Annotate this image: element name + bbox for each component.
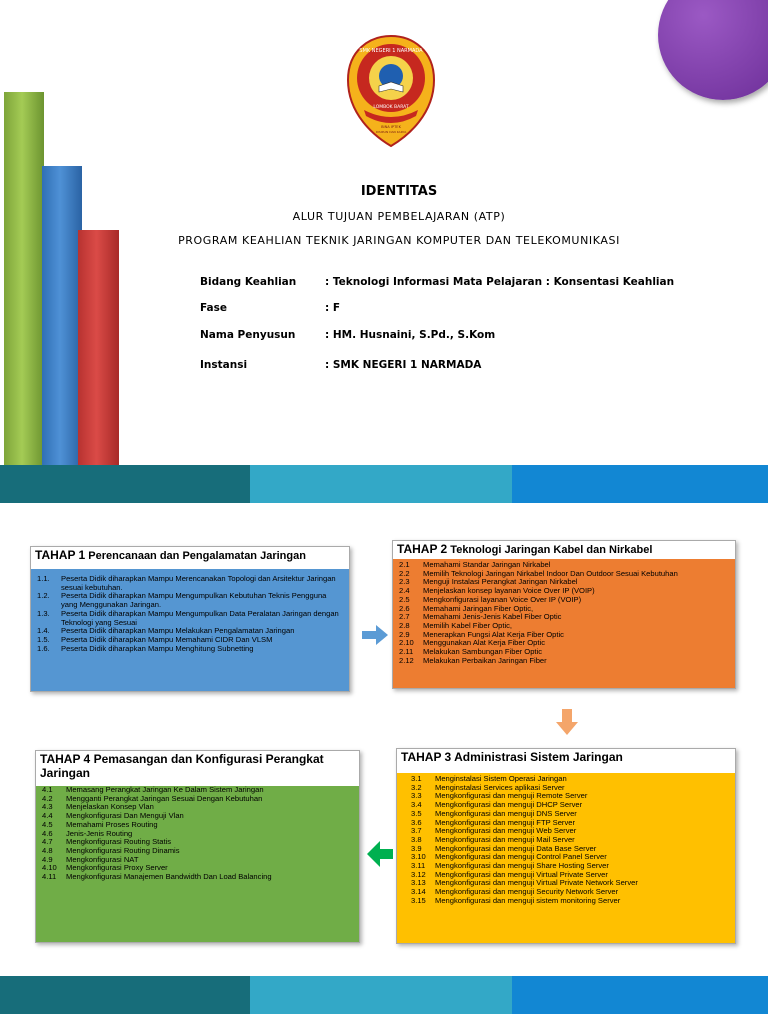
logo-text-region: LOMBOK BARAT [373, 105, 409, 110]
page-title: IDENTITAS [360, 184, 438, 199]
item-number: 2.5 [399, 594, 410, 604]
item-number: 3.13 [411, 878, 426, 888]
item-number: 1.4. [37, 626, 50, 636]
item-number: 4.2 [42, 793, 53, 803]
item-text: Mengganti Perangkat Jaringan Sesuai Dengan Kebutuhan [66, 793, 263, 803]
item-number: 4.6 [42, 828, 53, 838]
item-number: 3.7 [411, 826, 422, 836]
item-number: 4.1 [42, 785, 53, 794]
identity-label: Fase [200, 302, 228, 314]
item-text: Mengkonfigurasi NAT [66, 854, 139, 864]
identity-value: : SMK NEGERI 1 NARMADA [325, 359, 482, 371]
decorative-purple-circle [658, 0, 768, 100]
identity-value: : F [325, 302, 341, 314]
item-number: 2.6 [399, 603, 410, 613]
item-number: 3.8 [411, 834, 422, 844]
list-item [411, 897, 729, 906]
item-number: 2.7 [399, 612, 410, 622]
item-number: 3.2 [411, 782, 422, 792]
arrow-right-icon [362, 625, 388, 645]
identity-value: : Teknologi Informasi Mata Pelajaran : Konsentasi Keahlian [325, 276, 675, 288]
tahap-1-box [30, 546, 350, 692]
item-number: 2.2 [399, 568, 410, 578]
school-logo [342, 32, 440, 150]
item-text: Memahami Standar Jaringan Nirkabel [423, 560, 551, 569]
identity-value: : HM. Husnaini, S.Pd., S.Kom [325, 329, 496, 341]
item-text: Memahami Jaringan Fiber Optic, [423, 603, 534, 613]
logo-text-motto-1: BINA IPTEK [381, 125, 401, 129]
item-text: Mengkonfigurasi dan menguji Mail Server [435, 834, 575, 844]
list-item [37, 645, 343, 654]
item-text: Memasang Perangkat Jaringan Ke Dalam Sistem Jaringan [66, 785, 264, 794]
item-number: 4.3 [42, 802, 53, 812]
list-item [399, 657, 729, 666]
identity-label: Instansi [200, 359, 248, 371]
item-number: 3.1 [411, 774, 422, 783]
item-text: Mengkonfigurasi Routing Statis [66, 837, 172, 847]
item-text: Menerapkan Fungsi Alat Kerja Fiber Optic [423, 629, 564, 639]
item-number: 3.9 [411, 843, 422, 853]
item-text: Peserta Didik diharapkan Mampu Menghitung Subnetting [61, 643, 254, 653]
item-text: Menguji Instalasi Perangkat Jaringan Nirkabel [423, 577, 578, 587]
item-number: 1.1. [37, 574, 50, 583]
program-title: PROGRAM KEAHLIAN TEKNIK JARINGAN KOMPUTER DAN TELEKOMUNIKASI [178, 234, 620, 247]
item-text: Mengkonfigurasi dan menguji Web Server [435, 826, 577, 836]
list-item [37, 592, 343, 609]
item-number: 4.9 [42, 854, 53, 864]
list-item [37, 610, 343, 627]
tahap-3-box [396, 748, 736, 944]
item-text: Mengkonfigurasi dan menguji Virtual Private Network Server [435, 878, 638, 888]
page-subtitle: ALUR TUJUAN PEMBELAJARAN (ATP) [292, 210, 506, 223]
item-text: Peserta Didik diharapkan Mampu Melakukan Pengalamatan Jaringan [61, 626, 295, 636]
item-number: 2.4 [399, 586, 410, 596]
divider-stripe-top [0, 465, 768, 503]
tahap-4-label: TAHAP 4 [40, 752, 91, 766]
tahap-1-list [31, 569, 349, 691]
tahap-3-heading: Administrasi Sistem Jaringan [454, 750, 623, 764]
item-text: Mengkonfigurasi dan menguji Remote Server [435, 791, 588, 801]
item-text: Mengkonfigurasi Manajemen Bandwidth Dan Load Balancing [66, 872, 272, 882]
item-number: 2.9 [399, 629, 410, 639]
item-text: Memahami Proses Routing [66, 819, 158, 829]
item-number: 2.10 [399, 638, 414, 648]
item-text: Peserta Didik diharapkan Mampu Merencanakan Topologi dan Arsitektur Jaringan sesuai kebutuhan. [61, 574, 336, 592]
item-text: Jenis-Jenis Routing [66, 828, 133, 838]
item-number: 3.4 [411, 800, 422, 810]
tahap-4-list [36, 786, 359, 942]
item-text: Melakukan Sambungan Fiber Optic [423, 647, 543, 657]
item-text: Mengkonfigurasi layanan Voice Over IP (VOIP) [423, 594, 582, 604]
decorative-bar-red [78, 230, 119, 465]
item-text: Mengkonfigurasi dan menguji Control Panel Server [435, 852, 607, 862]
item-text: Peserta Didik diharapkan Mampu Mengumpulkan Kebutuhan Teknis Pengguna yang Menggunakan Jaringan. [61, 591, 327, 610]
item-number: 3.6 [411, 817, 422, 827]
item-number: 3.3 [411, 791, 422, 801]
item-number: 2.1 [399, 560, 410, 569]
item-text: Mengkonfigurasi dan menguji DHCP Server [435, 800, 583, 810]
divider-stripe-bottom [0, 976, 768, 1014]
item-text: Peserta Didik diharapkan Mampu Mengumpulkan Data Peralatan Jaringan dengan Teknologi yang Sesuai [61, 608, 339, 627]
item-number: 4.11 [42, 872, 57, 882]
decorative-bar-graphic [0, 0, 130, 465]
item-text: Mengkonfigurasi Routing Dinamis [66, 845, 180, 855]
item-text: Memilih Kabel Fiber Optic, [423, 620, 513, 630]
item-text: Mengkonfigurasi dan menguji DNS Server [435, 808, 577, 818]
item-text: Menginstalasi Sistem Operasi Jaringan [435, 774, 567, 783]
item-text: Menjelaskan Konsep Vlan [66, 802, 154, 812]
item-text: Memahami Jenis-Jenis Kabel Fiber Optic [423, 612, 562, 622]
item-text: Mengkonfigurasi dan menguji Security Network Server [435, 887, 619, 897]
item-number: 1.3. [37, 608, 50, 618]
item-text: Mengkonfigurasi dan menguji sistem monitoring Server [435, 895, 621, 905]
tahap-2-heading: Teknologi Jaringan Kabel dan Nirkabel [450, 544, 653, 556]
item-number: 2.3 [399, 577, 410, 587]
tahap-2-label: TAHAP 2 [397, 542, 448, 556]
item-text: Melakukan Perbaikan Jaringan Fiber [423, 655, 547, 665]
item-number: 3.11 [411, 861, 426, 871]
item-text: Mengkonfigurasi dan menguji FTP Server [435, 817, 575, 827]
tahap-3-label: TAHAP 3 [401, 750, 452, 764]
list-item [42, 873, 353, 882]
item-number: 3.10 [411, 852, 426, 862]
tahap-2-title [393, 541, 735, 557]
item-number: 3.15 [411, 895, 426, 905]
tahap-2-list [393, 559, 735, 688]
tahap-1-title [31, 547, 349, 563]
item-text: Peserta Didik diharapkan Mampu Memahami CIDR Dan VLSM [61, 634, 273, 644]
tahap-4-heading: Pemasangan dan Konfigurasi Perangkat Jaringan [40, 752, 324, 780]
logo-text-school: SMK NEGERI 1 NARMADA [359, 48, 423, 54]
item-text: Mengkonfigurasi dan menguji Share Hosting Server [435, 861, 609, 871]
item-number: 2.8 [399, 620, 410, 630]
item-number: 4.5 [42, 819, 53, 829]
item-number: 4.7 [42, 837, 53, 847]
tahap-1-heading: Perencanaan dan Pengalamatan Jaringan [88, 550, 306, 562]
item-text: Menjelaskan konsep layanan Voice Over IP (VOIP) [423, 586, 595, 596]
identity-label: Bidang Keahlian [200, 276, 297, 288]
item-number: 3.12 [411, 869, 426, 879]
arrow-down-icon [556, 709, 578, 735]
item-text: Mengkonfigurasi Dan Menguji Vlan [66, 811, 184, 821]
item-number: 1.5. [37, 634, 50, 644]
item-text: Memilih Teknologi Jaringan Nirkabel Indoor Dan Outdoor Sesuai Kebutuhan [423, 568, 678, 578]
item-text: Menggunakan Alat Kerja Fiber Optic [423, 638, 545, 648]
item-number: 1.6. [37, 643, 50, 653]
decorative-bar-blue [42, 166, 82, 465]
arrow-left-icon [367, 841, 393, 867]
item-number: 4.4 [42, 811, 53, 821]
identity-label: Nama Penyusun [200, 329, 296, 341]
tahap-3-title [397, 749, 735, 765]
item-number: 4.10 [42, 863, 57, 873]
tahap-1-label: TAHAP 1 [35, 548, 86, 562]
item-number: 4.8 [42, 845, 53, 855]
item-number: 3.5 [411, 808, 422, 818]
item-text: Menginstalasi Services aplikasi Server [435, 782, 565, 792]
tahap-2-box [392, 540, 736, 689]
item-number: 2.11 [399, 647, 414, 657]
item-text: Mengkonfigurasi Proxy Server [66, 863, 168, 873]
decorative-bar-green [4, 92, 44, 465]
item-number: 3.14 [411, 887, 426, 897]
tahap-4-title [36, 751, 359, 781]
item-number: 2.12 [399, 655, 414, 665]
item-text: Mengkonfigurasi dan menguji Virtual Private Server [435, 869, 608, 879]
tahap-4-box [35, 750, 360, 943]
logo-text-motto-2: DISIPLIN DAN KARYA [375, 130, 407, 134]
item-text: Mengkonfigurasi dan menguji Data Base Server [435, 843, 597, 853]
tahap-3-list [397, 773, 735, 943]
item-number: 1.2. [37, 591, 50, 601]
list-item [37, 575, 343, 592]
